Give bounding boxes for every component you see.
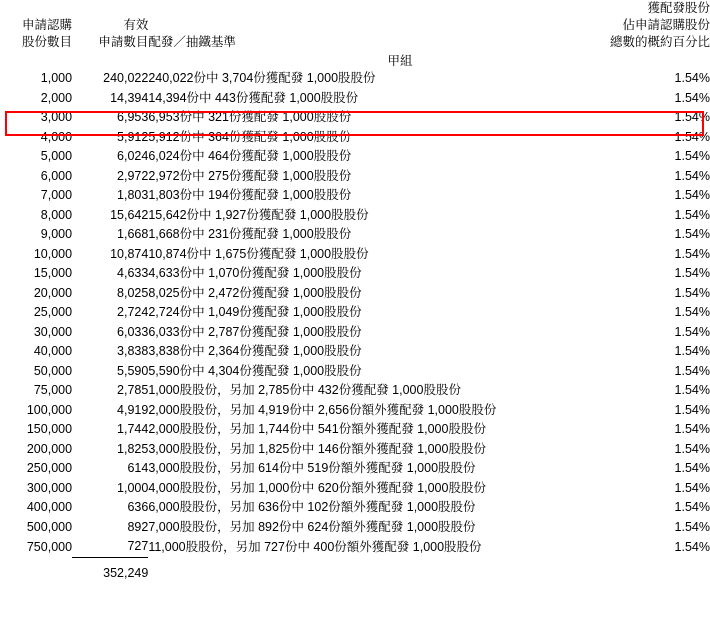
total-valid-applications: 352,249 <box>103 565 149 580</box>
table-row <box>0 440 710 460</box>
table-row <box>0 225 710 245</box>
cell-allotment-basis: 10,874份中 1,675份獲配發 1,000股股份 <box>148 246 369 261</box>
cell-valid-applications: 1,744 <box>117 422 149 436</box>
table-body <box>0 69 710 557</box>
cell-valid-applications: 15,642 <box>110 207 149 222</box>
cell-applied-shares: 25,000 <box>33 305 73 319</box>
cell-applied-shares: 4,000 <box>40 129 73 144</box>
cell-allotment-basis: 7,000股股份，另加 892份中 624份額外獲配發 1,000股股份 <box>148 519 476 534</box>
table-row <box>0 167 710 187</box>
table-row <box>0 284 710 304</box>
cell-valid-applications: 240,022 <box>103 71 149 85</box>
cell-percentage: 1.54% <box>674 266 710 280</box>
cell-allotment-basis: 4,633份中 1,070份獲配發 1,000股股份 <box>148 266 362 280</box>
cell-applied-shares: 40,000 <box>33 344 73 358</box>
cell-percentage: 1.54% <box>674 207 710 222</box>
cell-valid-applications: 1,668 <box>117 227 149 241</box>
cell-percentage: 1.54% <box>674 90 710 105</box>
cell-applied-shares: 30,000 <box>33 324 73 339</box>
cell-allotment-basis: 3,000股股份，另加 1,825份中 146份額外獲配發 1,000股股份 <box>148 441 486 456</box>
cell-applied-shares: 2,000 <box>40 90 73 105</box>
cell-applied-shares: 500,000 <box>26 519 73 534</box>
table-row <box>0 186 710 206</box>
table-header-row <box>0 0 710 51</box>
cell-valid-applications: 14,394 <box>110 90 149 105</box>
cell-valid-applications: 2,972 <box>117 168 149 183</box>
cell-applied-shares: 300,000 <box>26 480 73 495</box>
cell-percentage: 1.54% <box>674 519 710 534</box>
cell-applied-shares: 400,000 <box>26 500 73 514</box>
cell-applied-shares: 7,000 <box>40 188 73 202</box>
table-row <box>0 323 710 343</box>
cell-valid-applications: 2,724 <box>117 305 149 319</box>
cell-applied-shares: 1,000 <box>40 71 73 85</box>
total-label-cell <box>0 564 72 584</box>
table-row <box>0 264 710 284</box>
cell-allotment-basis: 14,394份中 443份獲配發 1,000股股份 <box>148 90 359 105</box>
cell-allotment-basis: 6,024份中 464份獲配發 1,000股股份 <box>148 149 352 163</box>
cell-applied-shares: 150,000 <box>26 422 73 436</box>
cell-percentage: 1.54% <box>674 461 710 475</box>
cell-percentage: 1.54% <box>674 402 710 417</box>
cell-percentage: 1.54% <box>674 363 710 378</box>
table-row <box>0 479 710 499</box>
cell-percentage: 1.54% <box>674 129 710 144</box>
cell-percentage: 1.54% <box>674 71 710 85</box>
cell-allotment-basis: 6,953份中 321份獲配發 1,000股股份 <box>148 110 352 124</box>
cell-applied-shares: 250,000 <box>26 461 73 475</box>
cell-applied-shares: 15,000 <box>33 266 73 280</box>
cell-applied-shares: 20,000 <box>33 285 73 300</box>
cell-allotment-basis: 2,972份中 275份獲配發 1,000股股份 <box>148 168 352 183</box>
cell-applied-shares: 6,000 <box>40 168 73 183</box>
cell-applied-shares: 9,000 <box>40 227 73 241</box>
cell-allotment-basis: 6,033份中 2,787份獲配發 1,000股股份 <box>148 324 362 339</box>
cell-allotment-basis: 5,590份中 4,304份獲配發 1,000股股份 <box>148 363 362 378</box>
cell-allotment-basis: 1,803份中 194份獲配發 1,000股股份 <box>148 188 352 202</box>
cell-valid-applications: 614 <box>127 461 149 475</box>
cell-valid-applications: 1,825 <box>117 441 149 456</box>
cell-applied-shares: 50,000 <box>33 363 73 378</box>
cell-allotment-basis: 5,912份中 364份獲配發 1,000股股份 <box>148 129 352 144</box>
cell-allotment-basis: 240,022份中 3,704份獲配發 1,000股股份 <box>148 71 376 85</box>
cell-valid-applications: 3,838 <box>117 344 149 358</box>
cell-allotment-basis: 2,724份中 1,049份獲配發 1,000股股份 <box>148 305 362 319</box>
cell-valid-applications: 727 <box>72 537 148 557</box>
cell-valid-applications: 10,874 <box>110 246 149 261</box>
table-row <box>0 303 710 323</box>
cell-percentage: 1.54% <box>674 324 710 339</box>
cell-valid-applications: 8,025 <box>117 285 149 300</box>
cell-allotment-basis: 3,000股股份，另加 614份中 519份額外獲配發 1,000股股份 <box>148 461 476 475</box>
table-row <box>0 459 710 479</box>
cell-allotment-basis: 6,000股股份，另加 636份中 102份額外獲配發 1,000股股份 <box>148 500 476 514</box>
cell-applied-shares: 10,000 <box>33 246 73 261</box>
cell-percentage: 1.54% <box>674 383 710 397</box>
cell-valid-applications: 2,785 <box>117 383 149 397</box>
table-row <box>0 147 710 167</box>
cell-percentage: 1.54% <box>674 227 710 241</box>
table-row <box>0 537 710 557</box>
cell-valid-applications: 5,590 <box>117 363 149 378</box>
cell-allotment-basis: 2,000股股份，另加 4,919份中 2,656份額外獲配發 1,000股股份 <box>148 402 497 417</box>
cell-percentage: 1.54% <box>674 285 710 300</box>
table-row <box>0 362 710 382</box>
table-row <box>0 69 710 89</box>
cell-percentage: 1.54% <box>674 344 710 358</box>
cell-valid-applications: 4,919 <box>117 402 149 417</box>
header-valid-applications: 有效 申請數目 <box>98 18 149 49</box>
table-row <box>0 108 710 128</box>
table-row <box>0 342 710 362</box>
table-row <box>0 401 710 421</box>
table-row <box>0 518 710 538</box>
table-row <box>0 420 710 440</box>
cell-valid-applications: 1,803 <box>117 188 149 202</box>
cell-applied-shares: 8,000 <box>40 207 73 222</box>
cell-allotment-basis: 2,000股股份，另加 1,744份中 541份額外獲配發 1,000股股份 <box>148 422 486 436</box>
cell-percentage: 1.54% <box>674 305 710 319</box>
cell-percentage: 1.54% <box>674 422 710 436</box>
cell-allotment-basis: 8,025份中 2,472份獲配發 1,000股股份 <box>148 285 362 300</box>
cell-allotment-basis: 1,668份中 231份獲配發 1,000股股份 <box>148 227 352 241</box>
cell-valid-applications: 6,953 <box>117 110 149 124</box>
cell-valid-applications: 636 <box>127 500 149 514</box>
cell-percentage: 1.54% <box>674 110 710 124</box>
cell-valid-applications: 6,024 <box>117 149 149 163</box>
cell-applied-shares: 75,000 <box>33 383 73 397</box>
cell-valid-applications: 6,033 <box>117 324 149 339</box>
table-row <box>0 128 710 148</box>
cell-percentage: 1.54% <box>674 539 710 554</box>
cell-allotment-basis: 1,000股股份，另加 2,785份中 432份獲配發 1,000股股份 <box>148 383 461 397</box>
header-allotment-basis: 配發／抽鐵基準 <box>148 35 236 49</box>
table-row <box>0 206 710 226</box>
table-row <box>0 381 710 401</box>
cell-percentage: 1.54% <box>674 149 710 163</box>
table-row <box>0 89 710 109</box>
cell-valid-applications: 4,633 <box>117 266 149 280</box>
header-percentage: 獲配發股份 佔申請認購股份 總數的概約百分比 <box>609 1 710 49</box>
table-row <box>0 245 710 265</box>
table-row <box>0 498 710 518</box>
cell-valid-applications: 892 <box>127 519 149 534</box>
cell-applied-shares: 200,000 <box>26 441 73 456</box>
group-heading-row <box>0 51 710 69</box>
cell-allotment-basis: 11,000股股份，另加 727份中 400份額外獲配發 1,000股股份 <box>148 539 482 554</box>
header-applied-shares: 申請認購 股份數目 <box>22 18 73 49</box>
total-row <box>0 564 710 584</box>
cell-allotment-basis: 15,642份中 1,927份獲配發 1,000股股份 <box>148 207 369 222</box>
cell-applied-shares: 750,000 <box>26 539 73 554</box>
cell-valid-applications: 5,912 <box>117 129 149 144</box>
cell-percentage: 1.54% <box>674 500 710 514</box>
cell-percentage: 1.54% <box>674 480 710 495</box>
cell-valid-applications: 1,000 <box>117 480 149 495</box>
cell-percentage: 1.54% <box>674 168 710 183</box>
cell-allotment-basis: 3,838份中 2,364份獲配發 1,000股股份 <box>148 344 362 358</box>
cell-applied-shares: 3,000 <box>40 110 73 124</box>
cell-applied-shares: 5,000 <box>40 149 73 163</box>
group-heading: 甲組 <box>387 54 413 68</box>
cell-percentage: 1.54% <box>674 188 710 202</box>
cell-allotment-basis: 4,000股股份，另加 1,000份中 620份額外獲配發 1,000股股份 <box>148 480 486 495</box>
cell-percentage: 1.54% <box>674 441 710 456</box>
cell-applied-shares: 100,000 <box>26 402 73 417</box>
cell-percentage: 1.54% <box>674 246 710 261</box>
